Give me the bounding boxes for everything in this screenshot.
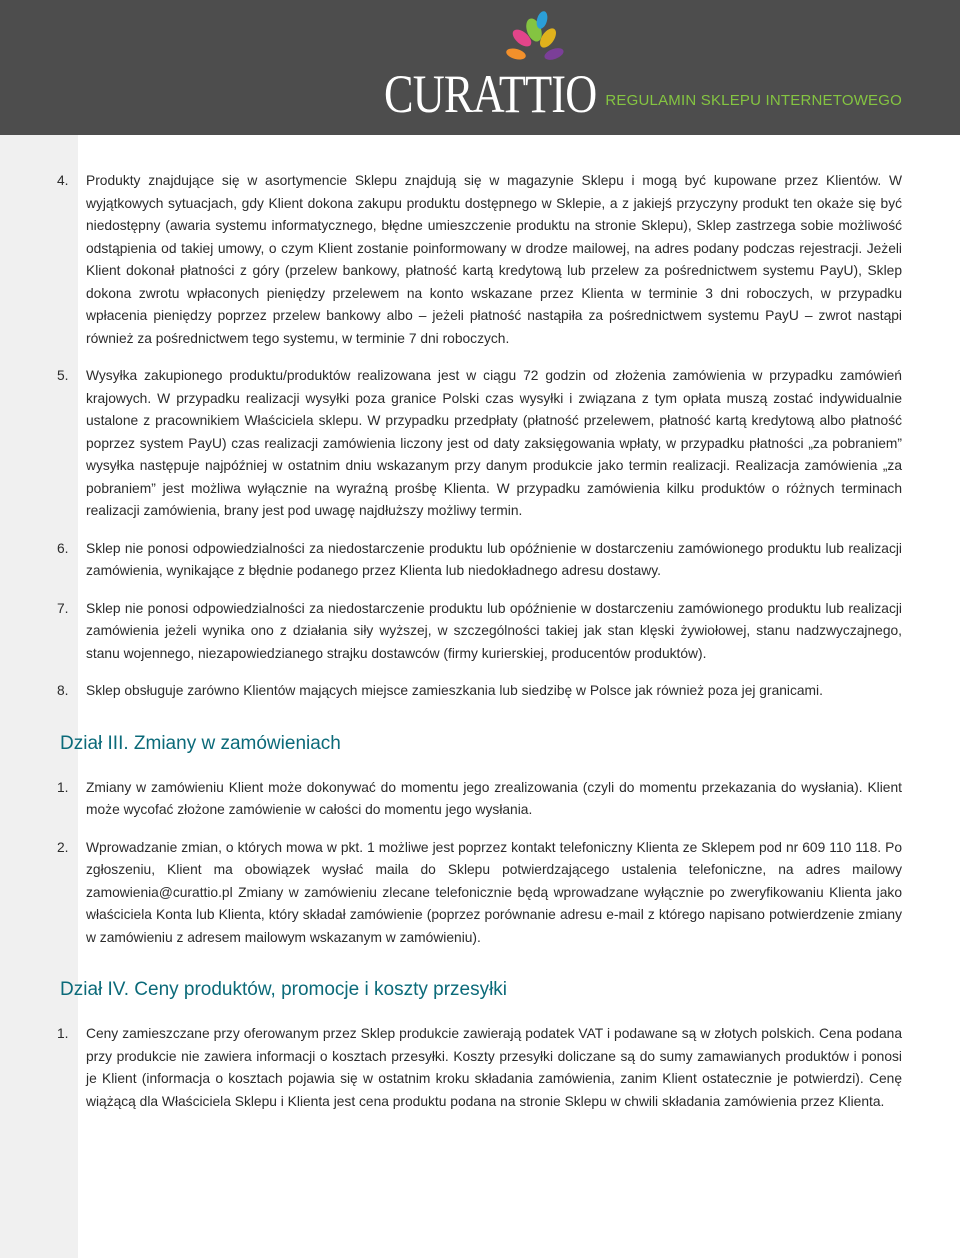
list-item [0,837,960,950]
item-number: 7. [57,600,69,616]
curattio-logo [384,8,597,132]
list-item [0,680,960,703]
item-number: 4. [57,173,69,188]
item-text: Produkty znajdujące się w asortymencie Sklepu znajdują się w magazynie Sklepu i mogą być kupowane przez Klientów. W wyjątkowych sytuacjach, gdy Klient dokona zakupu produktu dostępnego w Sklepie, a z jakiejś przyczyny produkt ten okaże się być niedostępny (awaria systemu informatycznego, błędne umieszczenie produktu na stronie Sklepu), Sklep zastrzega sobie możliwość odstąpienia od takiej umowy, o czym Klient zostanie poinformowany w drodze mailowej, na adres podany podczas rejestracji. Jeżeli Klient dokonał płatności z góry (przelew bankowy, płatność kartą kredytową lub przelew za pośrednictwem systemu PayU), Sklep dokona zwrotu wpłaconych pieniędzy przelewem na konto wskazane przez Klienta w terminie 3 dni roboczych, w przypadku wpłacenia pieniędzy poprzez przelew bankowy albo – jeżeli płatność nastąpiła za pośrednictwem systemu PayU – zwrot nastąpi również za pośrednictwem tego systemu, w terminie 7 dni roboczych. [86,173,902,346]
item-number: 8. [57,683,69,698]
item-text: Zmiany w zamówieniu Klient może dokonywać do momentu jego zrealizowania (czyli do momentu przekazania do wysłania). Klient może wycofać złożone zamówienie w całości do momentu jego wysłania. [86,779,902,817]
list-item [0,538,960,583]
section-heading: Dział III. Zmiany w zamówieniach [60,732,341,754]
page-header [0,0,960,135]
list-item [0,777,960,822]
item-text: Wysyłka zakupionego produktu/produktów realizowana jest w ciągu 72 godzin od złożenia zamówienia w przypadku zamówień krajowych. W przypadku realizacji wysyłki poza granice Polski czas wysyłki i związana z tym opłata muszą zostać indywidualnie ustalone z pracownikiem Właściciela sklepu. W przypadku przedpłaty (płatność przelewem, płatność kartą kredytową albo płatność poprzez system PayU) czas realizacji zamówienia liczony jest od daty zaksięgowania wpłaty, w przypadku płatności „za pobraniem” wysyłka następuje najpóźniej w ostatnim dniu wskazanym przy danym produkcie jako termin realizacji. Realizacja zamówienia „za pobraniem” jest możliwa wyłącznie na wyraźną prośbę Klienta. W przypadku zamówienia kilku produktów o różnych terminach realizacji zamówienia, brany jest pod uwagę najdłuższy możliwy termin. [86,368,902,518]
item-text: Ceny zamieszczane przy oferowanym przez Sklep produkcie zawierają podatek VAT i podawane są w złotych polskich. Cena podana przy produkcie nie zawiera informacji o kosztach przesyłki. Koszty przesyłki doliczane są do sumy zamawianych produktów i ponosi je Klient (informacja o kosztach pojawia się w ostatnim kroku składania zamówienia, zanim Klient ostatecznie je potwierdzi). Cenę wiążącą dla Właściciela Sklepu i Klienta jest cena produktu podana na stronie Sklepu w chwili składania zamówienia przez Klienta. [86,1026,902,1109]
item-text: Sklep nie ponosi odpowiedzialności za niedostarczenie produktu lub opóźnienie w dostarczeniu zamówionego produktu lub realizacji zamówienia jeżeli wynika ono z działania siły wyższej, w szczególności takiej jak stan klęski żywiołowej, stanu nadzwyczajnego, stanu wojennego, niezapowiedzianego strajku dostawców (firmy kurierskiej, producentów produktów). [86,600,902,661]
item-number: 5. [57,368,69,383]
list-item [0,1023,960,1113]
list-item [0,365,960,523]
item-text: Sklep nie ponosi odpowiedzialności za niedostarczenie produktu lub opóźnienie w dostarczeniu zamówionego produktu lub realizacji zamówienia, wynikające z błędnie podanego przez Klienta lub niedokładnego adresu dostawy. [86,540,902,578]
section-heading: Dział IV. Ceny produktów, promocje i koszty przesyłki [60,979,508,1000]
list-item [0,170,960,350]
document-body [0,170,960,1128]
item-text: Wprowadzanie zmian, o których mowa w pkt. 1 możliwe jest poprzez kontakt telefoniczny Klienta ze Sklepem pod nr 609 110 118. Po zgłoszeniu, Klient ma obowiązek wysłać maila do Sklepu potwierdzającego ustalenia telefoniczne, na adres mailowy zamowienia@curattio.pl Zmiany w zamówieniu zlecane telefonicznie będą wprowadzane wyłącznie po zweryfikowaniu Klienta jako właściciela Konta lub Klienta, który składał zamówienie (poprzez porównanie adresu e-mail z którego napisano potwierdzenie zmiany w zamówieniu z adresem mailowym wskazanym w zamówieniu). [86,839,902,945]
document-title: REGULAMIN SKLEPU INTERNETOWEGO [605,92,902,109]
item-text: Sklep obsługuje zarówno Klientów mających miejsce zamieszkania lub siedzibę w Polsce jak również poza jej granicami. [86,683,823,698]
logo-text: CURATTIO [384,64,597,124]
item-number: 1. [57,1026,69,1041]
item-number: 2. [57,839,69,855]
item-number: 6. [57,540,69,556]
item-number: 1. [57,779,69,795]
list-item [0,598,960,666]
